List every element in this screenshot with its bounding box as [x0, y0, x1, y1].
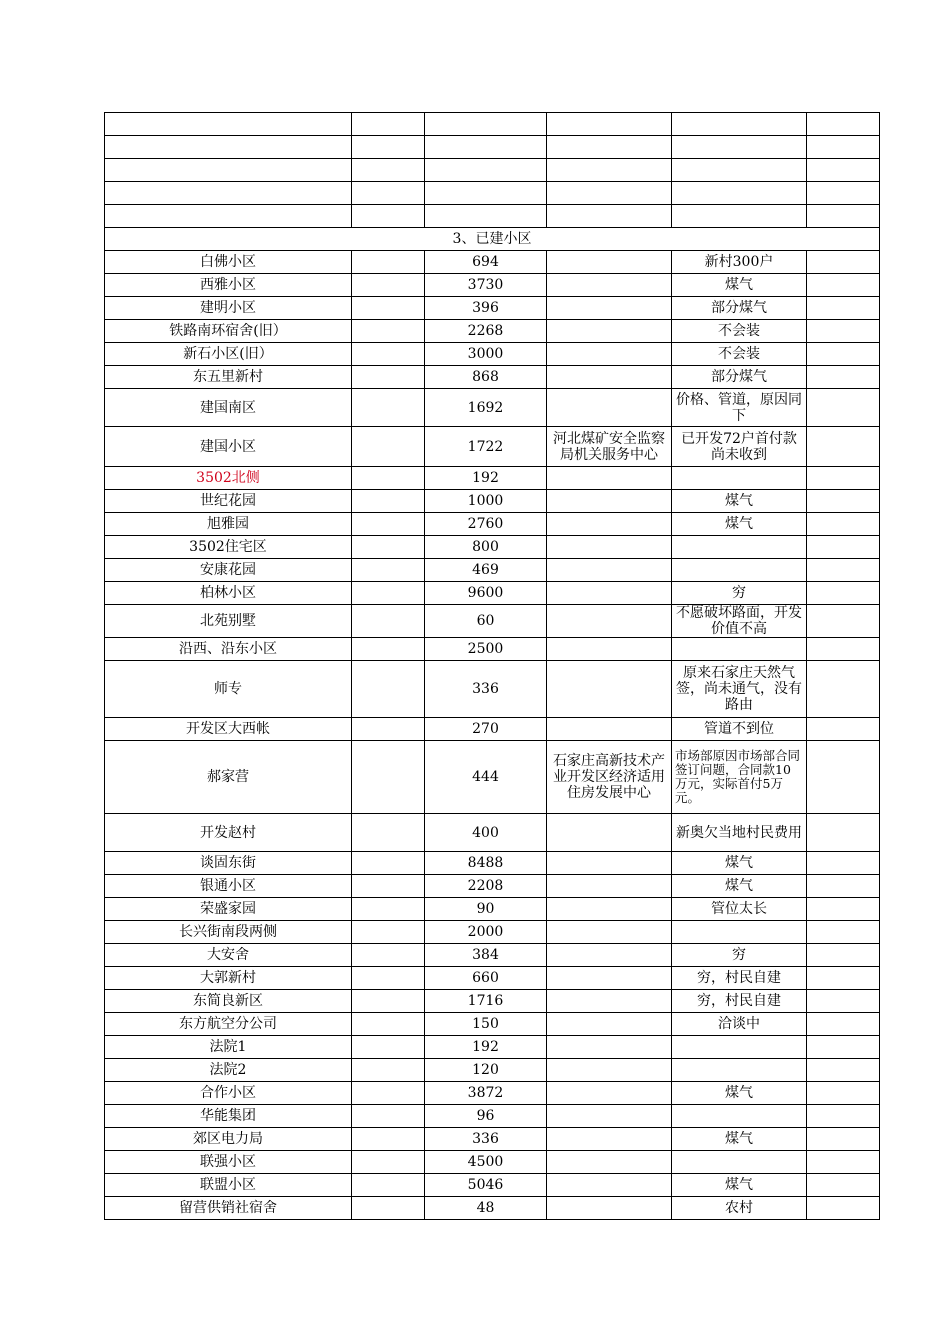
household-count-cell[interactable]: 120 — [425, 1059, 547, 1082]
table-row — [105, 490, 880, 513]
cell[interactable] — [672, 113, 807, 136]
table-row — [105, 320, 880, 343]
blank-cell[interactable] — [352, 343, 425, 366]
table-row — [105, 921, 880, 944]
developer-org-cell[interactable] — [547, 297, 672, 320]
household-count-cell[interactable]: 4500 — [425, 1151, 547, 1174]
community-name-cell[interactable]: 新石小区(旧） — [105, 343, 352, 366]
blank-cell[interactable] — [352, 814, 425, 852]
developer-org-cell[interactable] — [547, 638, 672, 661]
note-cell[interactable]: 洽谈中 — [672, 1013, 807, 1036]
blank-cell[interactable] — [807, 921, 880, 944]
developer-org-cell[interactable] — [547, 251, 672, 274]
table-row — [105, 297, 880, 320]
blank-cell[interactable] — [807, 852, 880, 875]
note-cell[interactable]: 价格、管道，原因同下 — [672, 389, 807, 427]
blank-cell[interactable] — [352, 389, 425, 427]
cell[interactable] — [105, 182, 352, 205]
household-count-cell[interactable]: 1716 — [425, 990, 547, 1013]
note-cell[interactable] — [672, 921, 807, 944]
note-cell[interactable]: 煤气 — [672, 1082, 807, 1105]
community-name-cell[interactable]: 开发区大西帐 — [105, 718, 352, 741]
blank-cell[interactable] — [807, 661, 880, 718]
community-name-cell[interactable]: 荣盛家园 — [105, 898, 352, 921]
cell[interactable] — [352, 159, 425, 182]
community-name-cell[interactable]: 长兴街南段两侧 — [105, 921, 352, 944]
household-count-cell[interactable]: 96 — [425, 1105, 547, 1128]
developer-org-cell[interactable] — [547, 389, 672, 427]
table-row — [105, 513, 880, 536]
blank-cell[interactable] — [352, 967, 425, 990]
developer-org-cell[interactable] — [547, 814, 672, 852]
community-name-cell[interactable]: 建明小区 — [105, 297, 352, 320]
developer-org-cell[interactable] — [547, 1036, 672, 1059]
cell[interactable] — [672, 182, 807, 205]
household-count-cell[interactable]: 90 — [425, 898, 547, 921]
table-row — [105, 251, 880, 274]
blank-cell[interactable] — [352, 852, 425, 875]
household-count-cell[interactable]: 1692 — [425, 389, 547, 427]
spreadsheet-table — [104, 112, 880, 1220]
table-row — [105, 741, 880, 814]
table-row — [105, 389, 880, 427]
community-name-cell[interactable]: 3502住宅区 — [105, 536, 352, 559]
developer-org-cell[interactable] — [547, 559, 672, 582]
household-count-cell[interactable]: 3000 — [425, 343, 547, 366]
developer-org-cell[interactable] — [547, 1174, 672, 1197]
note-cell[interactable]: 不会装 — [672, 320, 807, 343]
household-count-cell[interactable]: 694 — [425, 251, 547, 274]
note-cell[interactable]: 农村 — [672, 1197, 807, 1220]
community-name-cell[interactable]: 开发赵村 — [105, 814, 352, 852]
community-name-cell[interactable]: 合作小区 — [105, 1082, 352, 1105]
community-name-cell[interactable]: 世纪花园 — [105, 490, 352, 513]
community-name-cell[interactable]: 建国南区 — [105, 389, 352, 427]
blank-cell[interactable] — [352, 297, 425, 320]
developer-org-cell[interactable] — [547, 320, 672, 343]
blank-cell[interactable] — [807, 1013, 880, 1036]
cell[interactable] — [425, 113, 547, 136]
blank-cell[interactable] — [352, 320, 425, 343]
community-name-cell[interactable]: 西雅小区 — [105, 274, 352, 297]
cell[interactable] — [547, 159, 672, 182]
developer-org-cell[interactable] — [547, 990, 672, 1013]
blank-cell[interactable] — [352, 536, 425, 559]
note-cell[interactable]: 原来石家庄天然气签，尚未通气，没有路由 — [672, 661, 807, 718]
note-cell[interactable]: 煤气 — [672, 490, 807, 513]
blank-cell[interactable] — [352, 251, 425, 274]
household-count-cell[interactable]: 2208 — [425, 875, 547, 898]
table-row — [105, 582, 880, 605]
cell[interactable] — [425, 182, 547, 205]
blank-cell[interactable] — [352, 1174, 425, 1197]
community-name-cell[interactable]: 柏林小区 — [105, 582, 352, 605]
table-row — [105, 605, 880, 638]
blank-cell[interactable] — [352, 467, 425, 490]
blank-cell[interactable] — [807, 1174, 880, 1197]
blank-cell[interactable] — [807, 967, 880, 990]
developer-org-cell[interactable]: 石家庄高新技术产业开发区经济适用住房发展中心 — [547, 741, 672, 814]
community-name-cell[interactable]: 谈固东街 — [105, 852, 352, 875]
blank-cell[interactable] — [807, 718, 880, 741]
household-count-cell[interactable]: 868 — [425, 366, 547, 389]
note-cell[interactable] — [672, 638, 807, 661]
table-row — [105, 661, 880, 718]
cell[interactable] — [807, 113, 880, 136]
table-row — [105, 967, 880, 990]
household-count-cell[interactable]: 660 — [425, 967, 547, 990]
blank-cell[interactable] — [352, 366, 425, 389]
household-count-cell[interactable]: 48 — [425, 1197, 547, 1220]
blank-cell[interactable] — [807, 320, 880, 343]
household-count-cell[interactable]: 270 — [425, 718, 547, 741]
household-count-cell[interactable]: 336 — [425, 661, 547, 718]
note-cell[interactable] — [672, 536, 807, 559]
empty-row — [105, 113, 880, 136]
blank-cell[interactable] — [807, 513, 880, 536]
note-cell[interactable]: 煤气 — [672, 852, 807, 875]
table-row — [105, 1013, 880, 1036]
section-header-row — [105, 228, 880, 251]
blank-cell[interactable] — [807, 741, 880, 814]
community-name-cell[interactable]: 郊区电力局 — [105, 1128, 352, 1151]
table-row — [105, 1082, 880, 1105]
blank-cell[interactable] — [352, 1197, 425, 1220]
note-cell[interactable]: 新村300户 — [672, 251, 807, 274]
blank-cell[interactable] — [807, 274, 880, 297]
table-row — [105, 366, 880, 389]
blank-cell[interactable] — [352, 1082, 425, 1105]
household-count-cell[interactable]: 1722 — [425, 427, 547, 467]
household-count-cell[interactable]: 5046 — [425, 1174, 547, 1197]
table-row — [105, 944, 880, 967]
household-count-cell[interactable]: 60 — [425, 605, 547, 638]
developer-org-cell[interactable] — [547, 944, 672, 967]
developer-org-cell[interactable] — [547, 1059, 672, 1082]
note-cell[interactable]: 煤气 — [672, 1174, 807, 1197]
cell[interactable] — [425, 159, 547, 182]
community-name-cell[interactable]: 大郭新村 — [105, 967, 352, 990]
note-cell[interactable]: 已开发72户首付款尚未收到 — [672, 427, 807, 467]
cell[interactable] — [352, 205, 425, 228]
blank-cell[interactable] — [352, 1128, 425, 1151]
household-count-cell[interactable]: 396 — [425, 297, 547, 320]
community-name-cell[interactable]: 建国小区 — [105, 427, 352, 467]
household-count-cell[interactable]: 3730 — [425, 274, 547, 297]
note-cell[interactable] — [672, 1036, 807, 1059]
table-row — [105, 559, 880, 582]
table-row — [105, 536, 880, 559]
household-count-cell[interactable]: 1000 — [425, 490, 547, 513]
blank-cell[interactable] — [352, 944, 425, 967]
blank-cell[interactable] — [807, 1128, 880, 1151]
table-row — [105, 814, 880, 852]
community-name-cell[interactable]: 银通小区 — [105, 875, 352, 898]
cell[interactable] — [547, 205, 672, 228]
cell[interactable] — [425, 205, 547, 228]
cell[interactable] — [352, 182, 425, 205]
blank-cell[interactable] — [807, 389, 880, 427]
community-name-cell[interactable]: 沿西、沿东小区 — [105, 638, 352, 661]
household-count-cell[interactable]: 2500 — [425, 638, 547, 661]
developer-org-cell[interactable] — [547, 274, 672, 297]
blank-cell[interactable] — [807, 343, 880, 366]
developer-org-cell[interactable] — [547, 661, 672, 718]
table-row — [105, 875, 880, 898]
blank-cell[interactable] — [352, 1013, 425, 1036]
community-name-cell[interactable]: 大安舍 — [105, 944, 352, 967]
household-count-cell[interactable]: 800 — [425, 536, 547, 559]
table-row — [105, 1059, 880, 1082]
blank-cell[interactable] — [807, 1151, 880, 1174]
blank-cell[interactable] — [807, 582, 880, 605]
blank-cell[interactable] — [807, 559, 880, 582]
note-cell[interactable]: 市场部原因市场部合同签订问题，合同款10万元，实际首付5万元。 — [672, 741, 807, 814]
note-cell[interactable]: 煤气 — [672, 1128, 807, 1151]
household-count-cell[interactable]: 2760 — [425, 513, 547, 536]
blank-cell[interactable] — [807, 467, 880, 490]
developer-org-cell[interactable]: 河北煤矿安全监察局机关服务中心 — [547, 427, 672, 467]
table-row — [105, 1151, 880, 1174]
developer-org-cell[interactable] — [547, 1082, 672, 1105]
developer-org-cell[interactable] — [547, 467, 672, 490]
blank-cell[interactable] — [807, 898, 880, 921]
community-name-cell[interactable]: 师专 — [105, 661, 352, 718]
community-name-cell[interactable]: 联强小区 — [105, 1151, 352, 1174]
note-cell[interactable]: 新奥欠当地村民费用 — [672, 814, 807, 852]
community-name-cell[interactable]: 郝家营 — [105, 741, 352, 814]
community-name-cell[interactable]: 留营供销社宿舍 — [105, 1197, 352, 1220]
blank-cell[interactable] — [352, 559, 425, 582]
developer-org-cell[interactable] — [547, 366, 672, 389]
blank-cell[interactable] — [352, 490, 425, 513]
table-row — [105, 1174, 880, 1197]
cell[interactable] — [105, 113, 352, 136]
community-name-cell[interactable]: 白佛小区 — [105, 251, 352, 274]
cell[interactable] — [672, 205, 807, 228]
cell[interactable] — [807, 205, 880, 228]
community-name-cell[interactable]: 东五里新村 — [105, 366, 352, 389]
developer-org-cell[interactable] — [547, 875, 672, 898]
blank-cell[interactable] — [352, 1151, 425, 1174]
empty-row — [105, 159, 880, 182]
developer-org-cell[interactable] — [547, 967, 672, 990]
note-cell[interactable]: 煤气 — [672, 274, 807, 297]
note-cell[interactable]: 穷 — [672, 944, 807, 967]
empty-row — [105, 182, 880, 205]
community-name-cell[interactable]: 法院1 — [105, 1036, 352, 1059]
developer-org-cell[interactable] — [547, 898, 672, 921]
developer-org-cell[interactable] — [547, 605, 672, 638]
note-cell[interactable]: 不愿破坏路面，开发价值不高 — [672, 605, 807, 638]
community-name-cell[interactable]: 华能集团 — [105, 1105, 352, 1128]
community-name-cell[interactable]: 东简良新区 — [105, 990, 352, 1013]
table-row — [105, 718, 880, 741]
blank-cell[interactable] — [352, 274, 425, 297]
cell[interactable] — [425, 136, 547, 159]
blank-cell[interactable] — [352, 875, 425, 898]
community-name-cell[interactable]: 铁路南环宿舍(旧） — [105, 320, 352, 343]
blank-cell[interactable] — [807, 875, 880, 898]
community-name-cell[interactable]: 法院2 — [105, 1059, 352, 1082]
blank-cell[interactable] — [352, 990, 425, 1013]
blank-cell[interactable] — [807, 366, 880, 389]
blank-cell[interactable] — [807, 536, 880, 559]
household-count-cell[interactable]: 400 — [425, 814, 547, 852]
cell[interactable] — [105, 136, 352, 159]
note-cell[interactable]: 穷 — [672, 582, 807, 605]
note-cell[interactable] — [672, 1105, 807, 1128]
blank-cell[interactable] — [807, 1105, 880, 1128]
developer-org-cell[interactable] — [547, 852, 672, 875]
blank-cell[interactable] — [352, 427, 425, 467]
blank-cell[interactable] — [807, 1197, 880, 1220]
blank-cell[interactable] — [807, 1082, 880, 1105]
note-cell[interactable] — [672, 467, 807, 490]
household-count-cell[interactable]: 150 — [425, 1013, 547, 1036]
developer-org-cell[interactable] — [547, 582, 672, 605]
developer-org-cell[interactable] — [547, 490, 672, 513]
note-cell[interactable]: 穷，村民自建 — [672, 990, 807, 1013]
note-cell[interactable] — [672, 1151, 807, 1174]
cell[interactable] — [807, 136, 880, 159]
section-title[interactable]: 3、已建小区 — [105, 228, 880, 251]
community-name-cell[interactable]: 安康花园 — [105, 559, 352, 582]
table-row — [105, 898, 880, 921]
note-cell[interactable]: 煤气 — [672, 513, 807, 536]
table-row — [105, 1036, 880, 1059]
household-count-cell[interactable]: 8488 — [425, 852, 547, 875]
table-row — [105, 343, 880, 366]
community-name-cell[interactable]: 3502北侧 — [105, 467, 352, 490]
empty-row — [105, 136, 880, 159]
table-row — [105, 427, 880, 467]
blank-cell[interactable] — [352, 582, 425, 605]
table-row — [105, 638, 880, 661]
blank-cell[interactable] — [807, 944, 880, 967]
note-cell[interactable]: 部分煤气 — [672, 297, 807, 320]
developer-org-cell[interactable] — [547, 513, 672, 536]
blank-cell[interactable] — [352, 1036, 425, 1059]
community-name-cell[interactable]: 联盟小区 — [105, 1174, 352, 1197]
household-count-cell[interactable]: 192 — [425, 1036, 547, 1059]
cell[interactable] — [672, 136, 807, 159]
blank-cell[interactable] — [807, 297, 880, 320]
household-count-cell[interactable]: 469 — [425, 559, 547, 582]
blank-cell[interactable] — [807, 490, 880, 513]
note-cell[interactable]: 煤气 — [672, 875, 807, 898]
blank-cell[interactable] — [352, 661, 425, 718]
note-cell[interactable]: 管位太长 — [672, 898, 807, 921]
note-cell[interactable]: 穷，村民自建 — [672, 967, 807, 990]
note-cell[interactable]: 不会装 — [672, 343, 807, 366]
household-count-cell[interactable]: 384 — [425, 944, 547, 967]
note-cell[interactable]: 部分煤气 — [672, 366, 807, 389]
community-name-cell[interactable]: 东方航空分公司 — [105, 1013, 352, 1036]
blank-cell[interactable] — [807, 251, 880, 274]
blank-cell[interactable] — [807, 638, 880, 661]
table-row — [105, 852, 880, 875]
cell[interactable] — [352, 113, 425, 136]
blank-cell[interactable] — [352, 638, 425, 661]
developer-org-cell[interactable] — [547, 343, 672, 366]
developer-org-cell[interactable] — [547, 1151, 672, 1174]
household-count-cell[interactable]: 336 — [425, 1128, 547, 1151]
developer-org-cell[interactable] — [547, 1128, 672, 1151]
blank-cell[interactable] — [352, 1059, 425, 1082]
cell[interactable] — [807, 182, 880, 205]
blank-cell[interactable] — [352, 1105, 425, 1128]
cell[interactable] — [547, 182, 672, 205]
cell[interactable] — [547, 113, 672, 136]
note-cell[interactable] — [672, 1059, 807, 1082]
blank-cell[interactable] — [352, 741, 425, 814]
cell[interactable] — [105, 205, 352, 228]
cell[interactable] — [352, 136, 425, 159]
household-count-cell[interactable]: 444 — [425, 741, 547, 814]
community-name-cell[interactable]: 北苑别墅 — [105, 605, 352, 638]
blank-cell[interactable] — [352, 605, 425, 638]
cell[interactable] — [807, 159, 880, 182]
table-row — [105, 467, 880, 490]
table-row — [105, 1105, 880, 1128]
note-cell[interactable]: 管道不到位 — [672, 718, 807, 741]
household-count-cell[interactable]: 3872 — [425, 1082, 547, 1105]
empty-row — [105, 205, 880, 228]
developer-org-cell[interactable] — [547, 1105, 672, 1128]
blank-cell[interactable] — [807, 1059, 880, 1082]
table-row — [105, 1128, 880, 1151]
household-count-cell[interactable]: 192 — [425, 467, 547, 490]
developer-org-cell[interactable] — [547, 718, 672, 741]
cell[interactable] — [672, 159, 807, 182]
blank-cell[interactable] — [807, 990, 880, 1013]
community-name-cell[interactable]: 旭雅园 — [105, 513, 352, 536]
blank-cell[interactable] — [807, 427, 880, 467]
developer-org-cell[interactable] — [547, 536, 672, 559]
cell[interactable] — [105, 159, 352, 182]
household-count-cell[interactable]: 2000 — [425, 921, 547, 944]
household-count-cell[interactable]: 9600 — [425, 582, 547, 605]
table-row — [105, 990, 880, 1013]
table-row — [105, 1197, 880, 1220]
household-count-cell[interactable]: 2268 — [425, 320, 547, 343]
blank-cell[interactable] — [352, 513, 425, 536]
blank-cell[interactable] — [352, 718, 425, 741]
blank-cell[interactable] — [352, 898, 425, 921]
table-row — [105, 274, 880, 297]
blank-cell[interactable] — [807, 1036, 880, 1059]
blank-cell[interactable] — [807, 814, 880, 852]
developer-org-cell[interactable] — [547, 1013, 672, 1036]
developer-org-cell[interactable] — [547, 1197, 672, 1220]
developer-org-cell[interactable] — [547, 921, 672, 944]
note-cell[interactable] — [672, 559, 807, 582]
cell[interactable] — [547, 136, 672, 159]
blank-cell[interactable] — [807, 605, 880, 638]
blank-cell[interactable] — [352, 921, 425, 944]
